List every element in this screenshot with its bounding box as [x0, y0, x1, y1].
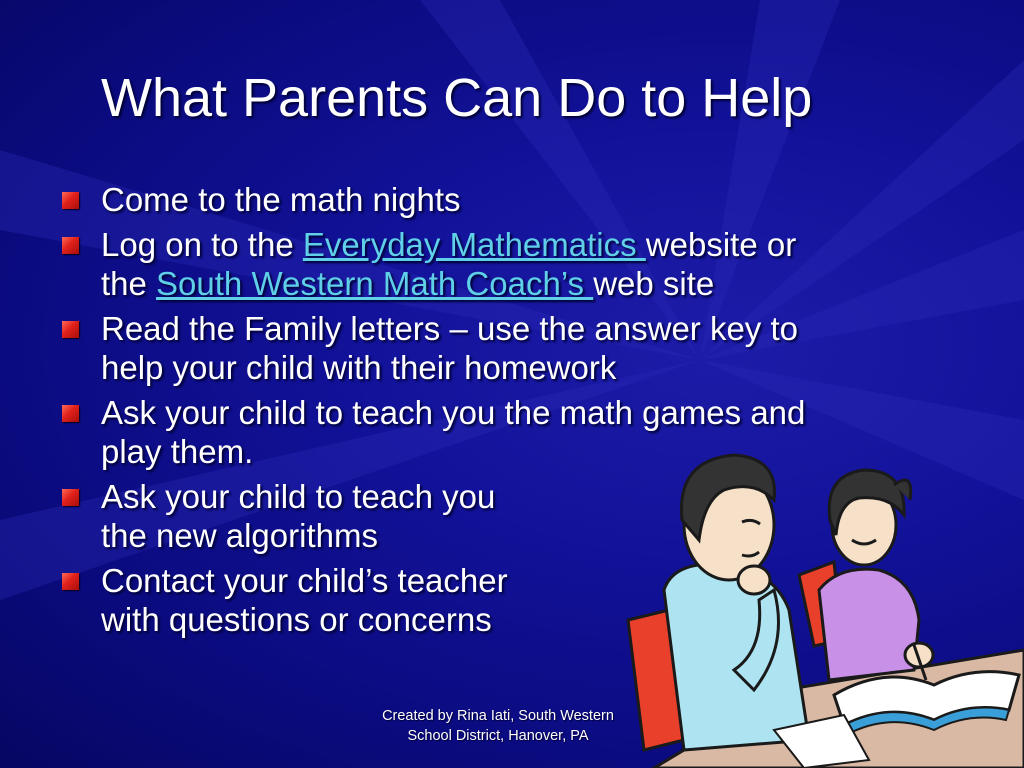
slide-title: What Parents Can Do to Help: [101, 68, 813, 128]
bullet-marker-icon: [62, 192, 79, 209]
bullet-text: Ask your child to teach you the math games and: [101, 394, 806, 431]
bullet-item: [62, 225, 805, 303]
footer-line: School District, Hanover, PA: [407, 728, 589, 744]
parent-child-homework-clipart: [614, 440, 1024, 768]
bullet-marker-icon: [62, 237, 79, 254]
bullet-text: website or: [645, 226, 797, 263]
math-coach-link[interactable]: South Western Math Coach’s: [156, 265, 594, 302]
bullet-text: the new algorithms: [101, 517, 378, 554]
bullet-marker-icon: [62, 321, 79, 338]
everyday-mathematics-link[interactable]: Everyday Mathematics: [302, 226, 646, 263]
bullet-text: Read the Family letters – use the answer key to: [101, 310, 798, 347]
bullet-text: Ask your child to teach you: [101, 478, 496, 515]
bullet-item: [62, 309, 805, 387]
bullet-text: Log on to the: [101, 226, 303, 263]
bullet-text: play them.: [101, 433, 254, 470]
bullet-text: help your child with their homework: [101, 349, 617, 386]
bullet-text: web site: [593, 265, 715, 302]
slide-footer: [360, 706, 636, 746]
bullet-text: Come to the math nights: [101, 181, 461, 218]
bullet-text: with questions or concerns: [101, 601, 492, 638]
footer-line: Created by Rina Iati, South Western: [382, 708, 614, 724]
bullet-marker-icon: [62, 573, 79, 590]
bullet-marker-icon: [62, 405, 79, 422]
bullet-marker-icon: [62, 489, 79, 506]
bullet-item: [62, 180, 805, 219]
bullet-text: the: [101, 265, 157, 302]
bullet-text: Contact your child’s teacher: [101, 562, 508, 599]
